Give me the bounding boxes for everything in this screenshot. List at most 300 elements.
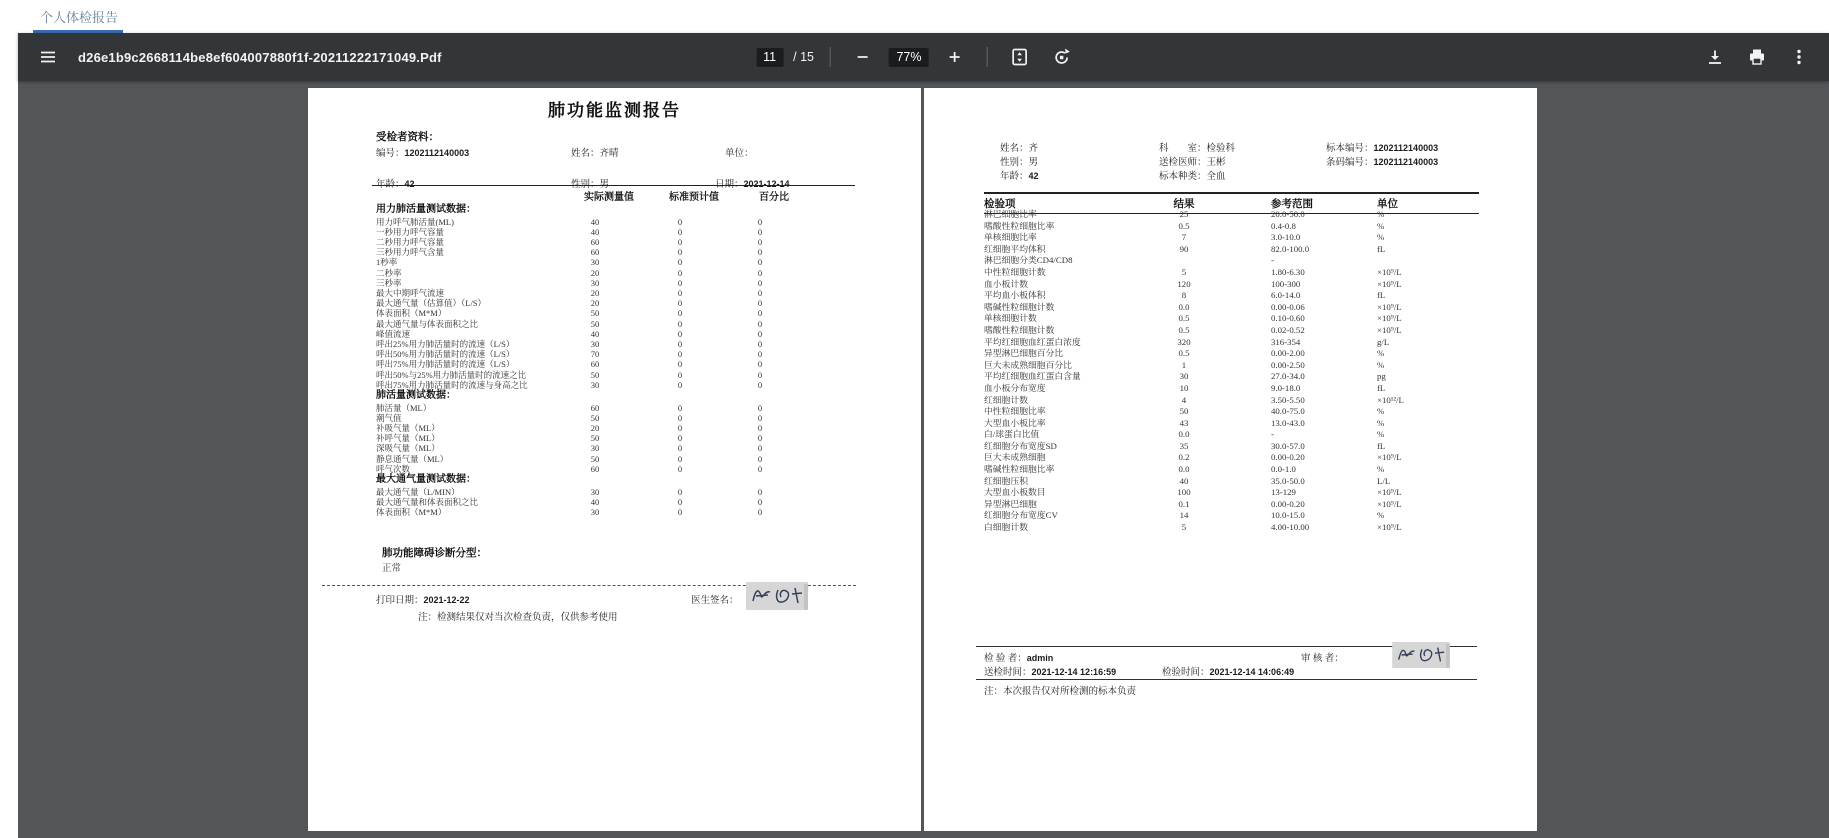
row-percent-value: 0 <box>757 277 763 288</box>
row-actual-value: 60 <box>590 237 600 247</box>
row-predicted-value: 0 <box>677 308 683 319</box>
test-result-value: 0.5 <box>1178 348 1190 359</box>
lab-table-row <box>984 395 1479 407</box>
row-percent-value: 0 <box>757 226 763 237</box>
spacer <box>390 188 562 203</box>
row-label: 呼气次数 <box>376 463 411 474</box>
r-sample-no-label: 标本编号： <box>1326 144 1374 154</box>
test-item-name: 白细胞计数 <box>984 522 1028 533</box>
test-time-value: 2021-12-14 14:06:49 <box>1209 667 1295 677</box>
lung-table-row <box>376 487 802 497</box>
r-sample-type-value: 全血 <box>1206 172 1226 182</box>
lung-table-row <box>376 380 802 390</box>
patient-unit-label: 单位： <box>725 149 754 159</box>
row-label: 深吸气量（ML） <box>376 443 440 454</box>
test-result-value: 8 <box>1181 290 1187 301</box>
footer-bottom-divider <box>976 679 1477 680</box>
test-unit: ×10⁹/L <box>1377 498 1402 509</box>
test-result-value: 1 <box>1181 359 1187 370</box>
patient-id-label: 编号： <box>376 149 405 159</box>
row-label: 峰值流速 <box>376 328 411 339</box>
r-doctor-field <box>1159 154 1226 168</box>
test-item-name: 淋巴细胞分类CD4/CD8 <box>984 255 1073 266</box>
row-label: 呼出50%用力肺活量时的流速（L/S） <box>376 349 515 360</box>
row-actual-value: 30 <box>590 507 600 518</box>
examiner-field <box>984 650 1053 664</box>
test-reference-range: 316-354 <box>1271 336 1301 347</box>
lung-table-row <box>376 349 802 359</box>
test-item-name: 平均红细胞血红蛋白浓度 <box>984 336 1081 347</box>
row-label: 最大通气量（L/MIN） <box>376 486 460 497</box>
lab-table-row <box>984 441 1479 453</box>
row-label: 肺活量（ML） <box>376 402 432 413</box>
row-percent-value: 0 <box>757 379 763 390</box>
row-predicted-value <box>642 204 718 217</box>
test-unit: ×10⁹/L <box>1377 313 1402 324</box>
test-result-value: 320 <box>1177 336 1191 347</box>
row-percent-value: 0 <box>757 308 763 319</box>
reviewer-signature-image <box>1392 642 1450 668</box>
r-sample-no-field <box>1326 140 1438 154</box>
row-actual-value: 30 <box>590 443 600 454</box>
test-result-value: 4 <box>1181 394 1187 405</box>
test-item-name: 淋巴细胞比率 <box>984 209 1037 219</box>
test-result-value: 0.2 <box>1178 452 1190 463</box>
lung-table-row <box>376 390 802 403</box>
lung-table-row <box>376 423 802 433</box>
patient-id-value: 1202112140003 <box>404 148 470 158</box>
lung-table-row <box>376 329 802 339</box>
examiner-label: 检 验 者： <box>984 654 1027 664</box>
test-item-name: 大型血小板数目 <box>984 487 1046 498</box>
test-result-value: 120 <box>1177 278 1191 289</box>
row-predicted-value: 0 <box>677 288 683 299</box>
report-date-label: 日期： <box>715 180 744 190</box>
test-unit: % <box>1377 510 1385 521</box>
test-result-value: 0.0 <box>1178 429 1190 440</box>
test-reference-range: 30.0-57.0 <box>1271 440 1305 451</box>
row-percent-value: 0 <box>757 359 763 370</box>
test-result-value: 10 <box>1179 382 1189 393</box>
test-time-label: 检验时间： <box>1162 668 1210 678</box>
test-unit: ×10⁹/L <box>1377 301 1402 312</box>
test-reference-range: - <box>1271 429 1274 440</box>
lab-table-row <box>984 522 1479 534</box>
column-header-unit: 单位 <box>1377 198 1398 210</box>
patient-name-field <box>571 145 619 159</box>
row-label: 最大通气量（估算值）（L/S） <box>376 298 487 309</box>
row-predicted-value: 0 <box>677 433 683 444</box>
test-item-name: 巨大未成熟细胞百分比 <box>984 359 1072 370</box>
lung-table-row <box>376 298 802 308</box>
test-unit: fL <box>1377 290 1386 301</box>
row-percent-value: 0 <box>757 433 763 444</box>
test-unit: % <box>1377 348 1385 359</box>
rotate-counterclockwise-icon[interactable] <box>1046 41 1078 73</box>
test-result-value: 35 <box>1179 440 1189 451</box>
test-unit: % <box>1377 209 1385 219</box>
row-predicted-value <box>642 390 718 403</box>
row-actual-value: 60 <box>590 359 600 370</box>
toolbar-separator <box>987 47 988 67</box>
column-header-predicted: 标准预计值 <box>669 192 719 203</box>
row-label: 潮气值 <box>376 412 402 423</box>
test-reference-range: 82.0-100.0 <box>1271 243 1310 254</box>
test-unit: fL <box>1377 243 1386 254</box>
lung-table-row <box>376 319 802 329</box>
test-result-value: 0.0 <box>1178 464 1190 475</box>
send-time-field <box>984 664 1116 678</box>
lung-table-row <box>376 227 802 237</box>
test-unit <box>1349 255 1479 267</box>
row-percent-value: 0 <box>757 267 763 278</box>
test-reference-range: 20.0-50.0 <box>1271 209 1305 219</box>
print-date-field <box>376 592 470 606</box>
row-percent-value: 0 <box>757 288 763 299</box>
lab-results-table <box>984 209 1479 534</box>
test-unit: ×10¹²/L <box>1377 394 1404 405</box>
r-sex-field <box>1000 154 1038 168</box>
lung-table-row <box>376 413 802 423</box>
lung-table-row <box>376 288 802 298</box>
lung-table-row <box>376 403 802 413</box>
test-reference-range: 0.00-2.00 <box>1271 348 1305 359</box>
row-predicted-value: 0 <box>677 443 683 454</box>
row-predicted-value: 0 <box>677 247 683 258</box>
row-predicted-value: 0 <box>677 267 683 278</box>
r-age-value: 42 <box>1028 171 1039 181</box>
row-predicted-value: 0 <box>677 463 683 474</box>
test-unit: % <box>1377 406 1385 417</box>
column-header-result: 结果 <box>1173 198 1195 210</box>
lung-table-row <box>376 507 802 517</box>
print-date-label: 打印日期： <box>376 596 424 606</box>
row-predicted-value: 0 <box>677 369 683 380</box>
examiner-value: admin <box>1026 653 1054 663</box>
test-unit: ×10⁹/L <box>1377 266 1402 277</box>
pdf-filename: d26e1b9c2668114be8ef604007880f1f-20211222171049.Pdf <box>78 49 442 65</box>
lung-table-row <box>376 217 802 227</box>
row-percent-value: 0 <box>757 257 763 268</box>
row-label: 补吸气量（ML） <box>376 423 440 434</box>
row-predicted-value: 0 <box>677 318 683 329</box>
test-item-name: 血小板分布宽度 <box>984 382 1046 393</box>
patient-name-value: 齐晴 <box>599 149 619 159</box>
row-percent-value: 0 <box>757 328 763 339</box>
row-percent-value: 0 <box>757 412 763 423</box>
r-sample-no-value: 1202112140003 <box>1373 143 1439 153</box>
test-result-value: 25 <box>1179 209 1189 219</box>
row-actual-value: 50 <box>590 369 600 380</box>
row-actual-value: 30 <box>590 486 600 497</box>
test-reference-range: 9.0-18.0 <box>1271 382 1301 393</box>
test-reference-range: 10.0-15.0 <box>1271 510 1305 521</box>
test-reference-range: 0.4-0.8 <box>1271 220 1296 231</box>
r-sex-label: 性别： <box>1000 158 1029 168</box>
row-label: 最大中期呼气流速 <box>376 288 445 299</box>
row-percent-value: 0 <box>757 402 763 413</box>
lab-table-row <box>984 244 1479 256</box>
r-name-value: 齐 <box>1028 144 1039 154</box>
row-actual-value <box>548 474 642 487</box>
menu-icon[interactable] <box>32 41 64 73</box>
test-result-value: 5 <box>1181 266 1187 277</box>
test-unit: ×10⁹/L <box>1377 487 1402 498</box>
lab-table-row <box>984 302 1479 314</box>
column-header-percent: 百分比 <box>759 192 789 203</box>
test-reference-range: 3.50-5.50 <box>1271 394 1305 405</box>
row-predicted-value: 0 <box>677 277 683 288</box>
row-actual-value: 70 <box>590 349 600 360</box>
lab-table-row <box>984 255 1479 267</box>
column-header-test-item: 检验项 <box>984 198 1016 210</box>
row-actual-value: 60 <box>590 402 600 413</box>
test-unit: g/L <box>1377 336 1390 347</box>
lung-table-row <box>376 204 802 217</box>
row-actual-value: 50 <box>590 412 600 423</box>
test-item-name: 平均红细胞血红蛋白含量 <box>984 371 1081 382</box>
row-label: 补呼气量（ML） <box>376 433 440 444</box>
row-label: 呼出25%用力肺活量时的流速（L/S） <box>376 339 515 350</box>
test-unit: % <box>1377 232 1385 243</box>
row-label: 体表面积（M*M） <box>376 507 447 518</box>
row-predicted-value: 0 <box>677 496 683 507</box>
row-label: 三秒用力呼气含量 <box>376 247 445 258</box>
row-label: 呼出75%用力肺活量时的流速与身高之比 <box>376 379 528 390</box>
row-actual-value: 30 <box>590 277 600 288</box>
r-name-field <box>1000 140 1038 154</box>
lung-function-table <box>376 204 802 517</box>
test-item-name: 红细胞平均体积 <box>984 243 1046 254</box>
row-actual-value: 60 <box>590 247 600 258</box>
row-actual-value <box>548 204 642 217</box>
diagnosis-value: 正常 <box>382 564 402 574</box>
row-predicted-value: 0 <box>677 486 683 497</box>
row-percent-value: 0 <box>757 463 763 474</box>
tab-personal-exam-report[interactable]: 个人体检报告 <box>40 10 119 25</box>
test-unit: % <box>1377 359 1385 370</box>
row-label: 用力呼气肺活量(ML) <box>376 216 454 227</box>
fit-to-page-icon[interactable] <box>1004 41 1036 73</box>
lab-table-row <box>984 360 1479 372</box>
pdf-canvas-area[interactable] <box>18 81 1829 838</box>
test-item-name: 异型淋巴细胞 <box>984 498 1037 509</box>
lab-table-row <box>984 371 1479 383</box>
page-total-label: / 15 <box>793 50 814 64</box>
lung-table-row <box>376 308 802 318</box>
patient-sex-value: 男 <box>599 180 610 190</box>
zoom-in-icon[interactable] <box>939 41 971 73</box>
measure-column-headers <box>390 188 816 203</box>
doctor-signature-image <box>746 582 808 610</box>
test-item-name: 血小板计数 <box>984 278 1028 289</box>
row-predicted-value: 0 <box>677 453 683 464</box>
send-time-label: 送检时间： <box>984 668 1032 678</box>
r-age-field <box>1000 168 1039 182</box>
lab-table-row <box>984 476 1479 488</box>
r-dept-label: 科 室： <box>1159 144 1207 154</box>
lab-table-row <box>984 510 1479 522</box>
test-item-name: 中性粒细胞计数 <box>984 266 1046 277</box>
test-reference-range: 0.0-1.0 <box>1271 464 1296 475</box>
test-reference-range: 40.0-75.0 <box>1271 406 1305 417</box>
more-options-icon[interactable] <box>1783 41 1815 73</box>
lab-table-row <box>984 383 1479 395</box>
test-result-value: 5 <box>1181 522 1187 533</box>
row-predicted-value: 0 <box>677 226 683 237</box>
row-predicted-value: 0 <box>677 339 683 350</box>
row-actual-value: 20 <box>590 423 600 434</box>
row-percent-value <box>718 474 802 487</box>
test-reference-range: - <box>1271 255 1274 266</box>
row-predicted-value: 0 <box>677 257 683 268</box>
report-title: 肺功能监测报告 <box>548 101 681 120</box>
row-predicted-value: 0 <box>677 237 683 247</box>
lab-table-row <box>984 464 1479 476</box>
patient-id-field <box>376 145 469 159</box>
lab-table-row <box>984 499 1479 511</box>
row-actual-value: 20 <box>590 267 600 278</box>
test-reference-range: 0.00-0.06 <box>1271 301 1305 312</box>
column-header-actual: 实际测量值 <box>584 192 634 203</box>
lung-table-row <box>376 247 802 257</box>
row-percent-value <box>718 204 802 217</box>
lung-table-row <box>376 433 802 443</box>
pdf-page-left <box>308 88 921 831</box>
zoom-out-icon[interactable] <box>847 41 879 73</box>
test-item-name: 嗜酸性粒细胞计数 <box>984 324 1055 335</box>
row-actual-value: 40 <box>590 226 600 237</box>
patient-sex-label: 性别： <box>571 180 600 190</box>
row-predicted-value: 0 <box>677 216 683 227</box>
row-label: 体表面积（M*M） <box>376 308 447 319</box>
test-unit: pg <box>1377 371 1386 382</box>
download-icon[interactable] <box>1699 41 1731 73</box>
test-result-value: 0.0 <box>1178 301 1190 312</box>
lung-table-row <box>376 278 802 288</box>
lab-table-row <box>984 452 1479 464</box>
toolbar-actions <box>1699 41 1829 73</box>
row-predicted-value: 0 <box>677 349 683 360</box>
patient-age-value: 42 <box>404 179 415 189</box>
row-predicted-value: 0 <box>677 402 683 413</box>
test-unit: % <box>1377 429 1385 440</box>
test-result-value: 100 <box>1177 487 1191 498</box>
test-time-field <box>1162 664 1294 678</box>
patient-info-heading: 受检者资料： <box>376 131 439 143</box>
test-unit: ×10⁹/L <box>1377 452 1402 463</box>
lung-table-row <box>376 474 802 487</box>
lab-table-row <box>984 348 1479 360</box>
test-item-name: 平均血小板体积 <box>984 290 1046 301</box>
row-label: 呼出50%与25%用力肺活量时的流速之比 <box>376 369 527 380</box>
lung-table-row <box>376 370 802 380</box>
test-item-name: 中性粒细胞比率 <box>984 406 1046 417</box>
lung-table-row <box>376 443 802 453</box>
row-label: 呼出75%用力肺活量时的流速（L/S） <box>376 359 515 370</box>
test-item-name: 红细胞计数 <box>984 394 1028 405</box>
lung-table-row <box>376 454 802 464</box>
test-item-name: 红细胞压积 <box>984 475 1028 486</box>
lung-table-row <box>376 237 802 247</box>
lab-table-row <box>984 290 1479 302</box>
row-actual-value: 50 <box>590 318 600 329</box>
test-item-name: 嗜碱性粒细胞比率 <box>984 464 1055 475</box>
test-item-name: 巨大未成熟细胞 <box>984 452 1046 463</box>
page-number-input[interactable]: 11 <box>756 48 783 67</box>
row-predicted-value: 0 <box>677 423 683 434</box>
row-percent-value: 0 <box>757 443 763 454</box>
row-predicted-value: 0 <box>677 379 683 390</box>
test-reference-range: 6.0-14.0 <box>1271 290 1301 301</box>
row-label: 最大通气量测试数据： <box>376 474 476 486</box>
test-unit: fL <box>1377 382 1386 393</box>
test-result-value: 40 <box>1179 475 1189 486</box>
row-predicted-value: 0 <box>677 412 683 423</box>
lab-table-row <box>984 209 1479 221</box>
test-unit: % <box>1377 417 1385 428</box>
r-doctor-value: 王彬 <box>1206 158 1226 168</box>
row-label: 最大通气量和体表面积之比 <box>376 496 479 507</box>
pdf-viewer <box>18 33 1829 838</box>
test-reference-range: 0.02-0.52 <box>1271 324 1305 335</box>
test-result-value: 0.5 <box>1178 324 1190 335</box>
patient-name-label: 姓名： <box>571 149 600 159</box>
zoom-level-value[interactable]: 77% <box>889 48 929 67</box>
send-time-value: 2021-12-14 12:16:59 <box>1031 667 1117 677</box>
row-label: 静息通气量（ML） <box>376 453 449 464</box>
test-reference-range: 13-129 <box>1271 487 1296 498</box>
row-actual-value: 20 <box>590 298 600 309</box>
pdf-page-right <box>924 88 1537 831</box>
lab-table-row <box>984 221 1479 233</box>
print-icon[interactable] <box>1741 41 1773 73</box>
r-barcode-value: 1202112140003 <box>1373 157 1439 167</box>
row-label: 三秒率 <box>376 277 402 288</box>
test-unit: % <box>1377 464 1385 475</box>
test-result-value: 90 <box>1179 243 1189 254</box>
test-reference-range: 0.10-0.60 <box>1271 313 1305 324</box>
lab-table-row <box>984 337 1479 349</box>
test-item-name: 嗜碱性粒细胞计数 <box>984 301 1055 312</box>
row-predicted-value: 0 <box>677 507 683 518</box>
test-reference-range: 0.00-0.20 <box>1271 452 1305 463</box>
r-sex-value: 男 <box>1028 158 1039 168</box>
test-result-value <box>1149 255 1219 267</box>
row-percent-value: 0 <box>757 318 763 329</box>
row-actual-value: 50 <box>590 308 600 319</box>
row-actual-value: 50 <box>590 453 600 464</box>
r-age-label: 年龄： <box>1000 172 1029 182</box>
r-name-label: 姓名： <box>1000 144 1029 154</box>
lung-table-row <box>376 257 802 267</box>
lung-table-row <box>376 359 802 369</box>
row-predicted-value <box>642 474 718 487</box>
test-unit: L/L <box>1377 475 1391 486</box>
lung-table-row <box>376 497 802 507</box>
row-percent-value: 0 <box>757 507 763 518</box>
row-actual-value: 30 <box>590 257 600 268</box>
report-date-value: 2021-12-14 <box>743 179 790 189</box>
lab-table-row <box>984 406 1479 418</box>
test-reference-range: 100-300 <box>1271 278 1301 289</box>
test-reference-range: 35.0-50.0 <box>1271 475 1305 486</box>
r-dept-field <box>1159 140 1235 154</box>
row-predicted-value: 0 <box>677 298 683 309</box>
test-unit: ×10⁹/L <box>1377 278 1402 289</box>
row-label: 1秒率 <box>376 257 398 268</box>
row-percent-value: 0 <box>757 349 763 360</box>
